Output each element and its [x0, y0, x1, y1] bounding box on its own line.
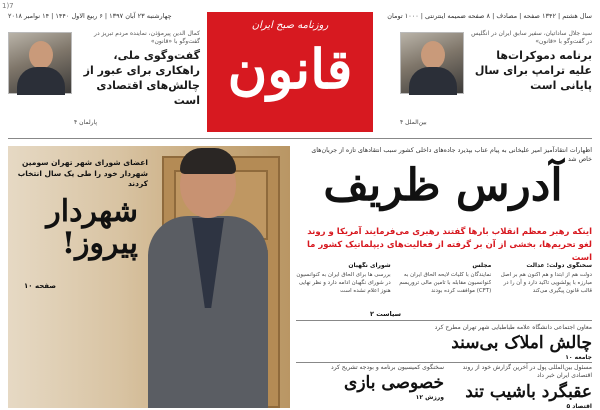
story-1-kicker: معاون اجتماعی دانشگاه علامه طباطبایی شهر تهران مطرح کرد [434, 324, 592, 331]
teaser-left[interactable] [8, 30, 200, 130]
story-divider [296, 320, 592, 321]
teaser-right-kicker: سید جلال ساداتیان، سفیر سابق ایران در انگلیس در گفت‌وگو با «قانون» [471, 30, 592, 46]
teaser-right-ref: بین‌الملل ۴ [400, 119, 427, 126]
teaser-left-ref: پارلمان ۴ [74, 119, 98, 126]
teaser-right-photo [400, 32, 464, 94]
teaser-left-title[interactable]: گفت‌وگوی ملی، راهکاری برای عبور از چالش‌های اقتصادی است [83, 49, 200, 107]
story-3-title[interactable]: عقبگرد باشیب تند [465, 381, 592, 402]
story-2-kicker: سخنگوی کمیسیون برنامه و بودجه تشریح کرد [331, 364, 444, 371]
news-column: شورای نگهبان بررسی ها برای الحاق ایران به کنوانسیون در شورای نگهبان ادامه دارد و نظر نهایی هنوز اعلام نشده است [296, 262, 391, 294]
story-1-ref: جامعه ۱۰ [565, 354, 592, 362]
logo-title: قانون [227, 37, 353, 101]
teaser-right-title[interactable]: برنامه دموکرات‌ها علیه ترامپ برای سال پایانی است [474, 49, 592, 92]
teaser-left-photo [8, 32, 72, 94]
lead-intro: اظهارات انتقادآمیز امیر علیخانی به پیام عتاب بپذیرد جاده‌ها‌ی داخلی کشور سبب انتقادهای تازه از جریان‌های خاص شد [311, 147, 592, 164]
news-column: سخنگوی دولت: عدالت دولت هم از ابتدا و هم اکنون هم بر اصل مبارزه با پولشویی تاکید دارد و آن را در قالب قانون پیگیری می‌کند [500, 262, 592, 294]
story-1-title[interactable]: چالش املاک بی‌سند [451, 333, 592, 354]
story-3[interactable] [450, 364, 592, 410]
story-divider [296, 362, 592, 363]
story-3-ref: اقتصاد ۵ [566, 402, 592, 410]
newspaper-logo [207, 12, 373, 132]
lead-headline[interactable]: آدرس ظریف [323, 160, 563, 211]
story-1[interactable] [296, 324, 592, 361]
teaser-right[interactable] [400, 30, 592, 130]
feature-headline[interactable]: شهردار پیروز! [46, 194, 138, 261]
news-columns [296, 262, 592, 306]
news-column: مجلس نمایندگان با کلیات لایحه الحاق ایران به کنوانسیون مقابله با تامین مالی تروریسم (CFT) موافقت کرده بودند [399, 262, 492, 294]
story-2[interactable] [296, 364, 444, 401]
columns-ref: سیاست ۲ [370, 310, 401, 318]
feature-caption: اعضای شورای شهر تهران سومین شهردار خود را طی یک سال انتخاب کردند [17, 158, 148, 188]
story-3-kicker: مسئول بین‌المللی پول در آخرین گزارش خود از روند اقتصادی ایران خبر داد [462, 364, 592, 380]
section-divider [8, 138, 592, 139]
lead-lede: اینکه رهبر معظم انقلاب بارها گفتند رهبری می‌فرمایند آمریکا و روند لغو تحریم‌ها، بخشی از آن بر گرفته از فعالیت‌های دیپلماتیک کشور ما است [306, 227, 592, 263]
issue-info: سال هشتم | ۱۳۴۲ صفحه | مصادف | ۸ صفحه ضمیمه اینترنتی | ۱۰۰۰ تومان [387, 12, 592, 20]
teaser-left-kicker: کمال الدین پیرمؤذن، نماینده مردم تبریز در گفت‌وگو با «قانون» [94, 30, 200, 46]
feature-ref: صفحه ۱۰ [24, 282, 57, 290]
date-info: چهارشنبه ۲۳ آبان ۱۳۹۷ | ۶ ربیع الاول ۱۴۴۰ | ۱۴ نوامبر ۲۰۱۸ [8, 12, 172, 20]
story-2-ref: ورزش ۱۲ [415, 394, 444, 402]
story-2-title[interactable]: خصوصی بازی [344, 373, 444, 394]
logo-subtitle: روزنامه صبح ایران [251, 20, 329, 31]
corner-mark: 1)7 [2, 2, 14, 10]
